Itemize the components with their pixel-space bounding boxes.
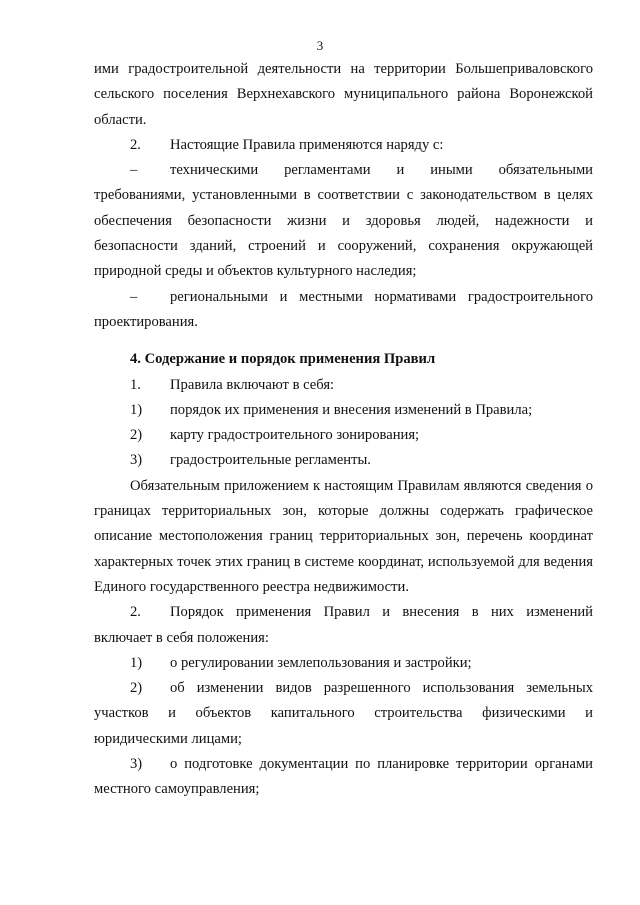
subitem-1 xyxy=(94,398,593,423)
paragraph-continuation: ими градостроительной деятельности на территории Большеприваловского сельского поселения Верхнехавского муниципального района Воронежской области. xyxy=(94,61,593,128)
subitem-2 xyxy=(94,423,593,448)
item-marker: 2) xyxy=(130,427,143,444)
dash-marker: – xyxy=(130,288,138,305)
item-marker: 3) xyxy=(130,756,143,773)
numbered-item-1 xyxy=(94,373,593,398)
item-text: Порядок применения Правил и внесения в них изменений включает в себя положения: xyxy=(94,604,593,646)
subitem-regulation xyxy=(94,651,593,676)
item-marker: 2) xyxy=(130,680,143,697)
dash-item-regional xyxy=(94,285,593,336)
item-text: Настоящие Правила применяются наряду с: xyxy=(170,136,444,153)
numbered-item-2-order xyxy=(94,600,593,651)
item-marker: 1. xyxy=(130,376,141,393)
item-text: градостроительные регламенты. xyxy=(170,452,371,469)
dash-item-technical xyxy=(94,158,593,284)
paragraph-appendix: Обязательным приложением к настоящим Правилам являются сведения о границах территориальных зон, которые должны содержать графическое описание местоположения границ территориальных зон, перечень координат характерных точек этих границ в системе координат, используемой для ведения Единого государственного реестра недвижимости. xyxy=(94,477,593,595)
numbered-item-2 xyxy=(94,133,593,158)
item-text: Правила включают в себя: xyxy=(170,376,335,393)
item-text: об изменении видов разрешенного использования земельных участков и объектов капитального строительства физическими и юридическими лицами; xyxy=(94,680,593,747)
dash-item-text: региональными и местными нормативами градостроительного проектирования. xyxy=(94,288,593,330)
dash-item-text: техническими регламентами и иными обязательными требованиями, установленными в соответствии с законодательством в целях обеспечения безопасности жизни и здоровья людей, надежности и безопасности зданий, строений и сооружений, сохранения окружающей природной среды и объектов культурного наследия; xyxy=(94,162,593,280)
dash-marker: – xyxy=(130,162,138,179)
item-text: о регулировании землепользования и застройки; xyxy=(170,654,472,671)
item-marker: 2. xyxy=(130,604,141,621)
subitem-3 xyxy=(94,448,593,473)
subitem-planning-docs xyxy=(94,752,593,803)
section-heading: 4. Содержание и порядок применения Правил xyxy=(130,351,436,368)
item-marker: 3) xyxy=(130,452,143,469)
document-body xyxy=(94,57,593,803)
page-number: 3 xyxy=(316,38,324,53)
item-text: о подготовке документации по планировке территории органами местного самоуправления; xyxy=(94,756,593,798)
item-marker: 1) xyxy=(130,401,143,418)
item-text: карту градостроительного зонирования; xyxy=(170,427,420,444)
subitem-land-use-change xyxy=(94,676,593,752)
item-marker: 1) xyxy=(130,654,143,671)
item-text: порядок их применения и внесения изменений в Правила; xyxy=(170,401,533,418)
item-marker: 2. xyxy=(130,136,141,153)
